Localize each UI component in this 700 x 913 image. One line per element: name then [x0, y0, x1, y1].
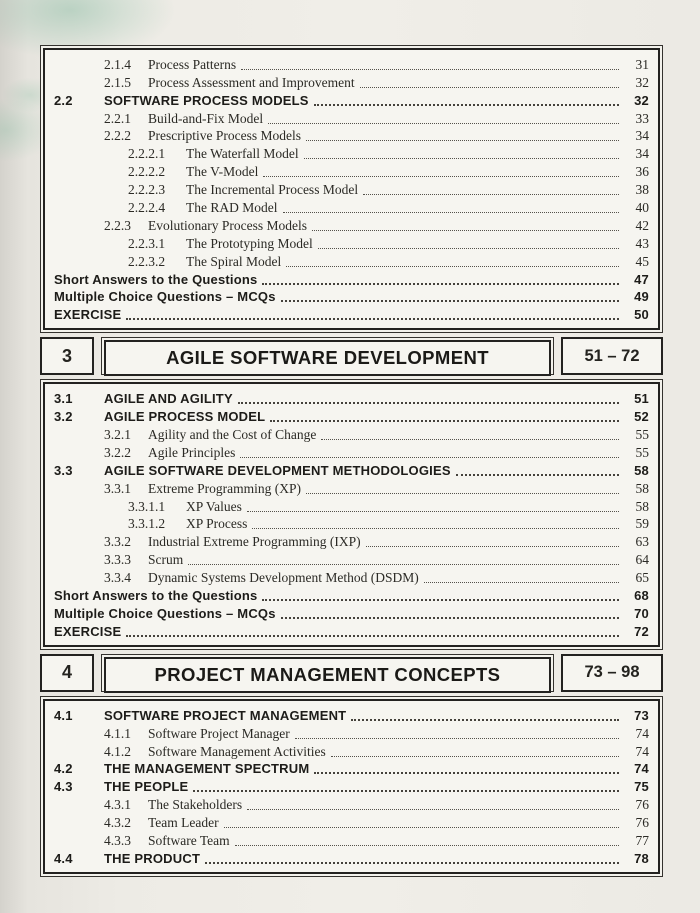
leader-dots — [247, 511, 619, 512]
toc-row-label: AGILE AND AGILITY — [104, 391, 233, 407]
toc-row-label: Multiple Choice Questions – MCQs — [54, 289, 276, 305]
toc-row-label: Scrum — [148, 552, 184, 568]
toc-row — [48, 724, 649, 742]
toc-row-page: 55 — [635, 427, 649, 443]
chapter-2-entries — [40, 45, 663, 333]
toc-row-page: 34 — [635, 146, 649, 162]
toc-row-number: 2.2.2.2 — [128, 164, 166, 180]
toc-row-page: 55 — [635, 444, 649, 460]
leader-dots — [306, 140, 619, 141]
toc-row — [48, 162, 649, 180]
toc-row-label: XP Process — [186, 516, 248, 532]
leader-dots — [262, 283, 619, 285]
toc-row-number: 2.2.2 — [104, 128, 131, 144]
toc-row — [48, 109, 649, 127]
leader-dots — [240, 457, 619, 458]
toc-row-number: 3.2.1 — [104, 427, 131, 443]
toc-row — [48, 407, 649, 425]
toc-row-label: THE PRODUCT — [104, 850, 201, 866]
toc-row — [48, 73, 649, 91]
toc-row — [48, 515, 649, 533]
toc-row-page: 45 — [635, 253, 649, 269]
leader-dots — [314, 772, 619, 774]
toc-row-page: 73 — [634, 707, 649, 723]
toc-row — [48, 479, 649, 497]
toc-row-number: 2.1.4 — [104, 56, 131, 72]
toc-row-page: 63 — [635, 534, 649, 550]
toc-row-page: 78 — [634, 850, 649, 866]
toc-row-number: 2.2.3.2 — [128, 253, 166, 269]
toc-row-page: 34 — [635, 128, 649, 144]
toc-row-page: 38 — [635, 182, 649, 198]
chapter-title-box — [101, 654, 554, 692]
chapter-title: PROJECT MANAGEMENT CONCEPTS — [104, 657, 551, 693]
toc-row-number: 3.3.4 — [104, 570, 131, 586]
leader-dots — [286, 266, 619, 267]
leader-dots — [224, 827, 619, 828]
toc-row-page: 51 — [634, 391, 649, 407]
toc-row-label: The Incremental Process Model — [186, 182, 359, 198]
toc-row-label: THE MANAGEMENT SPECTRUM — [104, 761, 310, 777]
toc-row-page: 72 — [634, 623, 649, 639]
toc-row-page: 68 — [634, 588, 649, 604]
leader-dots — [268, 123, 619, 124]
toc-row-label: Multiple Choice Questions – MCQs — [54, 605, 276, 621]
toc-row — [48, 425, 649, 443]
chapter-title-box — [101, 337, 554, 375]
toc-row — [48, 443, 649, 461]
toc-row-page: 74 — [634, 761, 649, 777]
toc-row-label: Dynamic Systems Development Method (DSDM) — [148, 570, 419, 586]
toc-row — [48, 568, 649, 586]
leader-dots — [252, 528, 619, 529]
toc-row — [48, 270, 649, 288]
toc-row-page: 64 — [635, 552, 649, 568]
toc-row-label: EXERCISE — [54, 623, 122, 639]
chapter-4-header — [40, 654, 663, 692]
leader-dots — [241, 69, 619, 70]
toc-row-page: 33 — [635, 110, 649, 126]
toc-row-label: Short Answers to the Questions — [54, 271, 258, 287]
toc-row-label: The Spiral Model — [186, 253, 282, 269]
toc-row-label: XP Values — [186, 498, 242, 514]
toc-row-page: 52 — [634, 409, 649, 425]
toc-row-number: 4.3 — [54, 779, 73, 795]
toc-row-number: 4.3.1 — [104, 797, 131, 813]
toc-row-label: Process Patterns — [148, 56, 237, 72]
toc-row-label: The Waterfall Model — [186, 146, 299, 162]
toc-row-label: Agile Principles — [148, 444, 236, 460]
toc-row-page: 31 — [635, 56, 649, 72]
toc-section-inner — [43, 48, 660, 330]
leader-dots — [456, 474, 619, 476]
chapter-title: AGILE SOFTWARE DEVELOPMENT — [104, 340, 551, 376]
toc-row — [48, 532, 649, 550]
leader-dots — [238, 402, 619, 404]
toc-row-label: Software Project Manager — [148, 725, 290, 741]
toc-row-label: SOFTWARE PROCESS MODELS — [104, 92, 309, 108]
chapter-number-box: 4 — [40, 654, 94, 692]
leader-dots — [281, 300, 619, 302]
toc-row-number: 3.3 — [54, 462, 73, 478]
toc-row-label: Evolutionary Process Models — [148, 217, 307, 233]
table-of-contents — [40, 45, 663, 877]
toc-row-number: 4.3.3 — [104, 832, 131, 848]
toc-row-page: 65 — [635, 570, 649, 586]
leader-dots — [126, 635, 619, 637]
toc-row-label: The RAD Model — [186, 200, 278, 216]
toc-row — [48, 706, 649, 724]
toc-row — [48, 288, 649, 306]
leader-dots — [306, 493, 619, 494]
toc-row-page: 47 — [634, 271, 649, 287]
toc-row — [48, 622, 649, 640]
toc-row-label: The V-Model — [186, 164, 259, 180]
toc-row-label: SOFTWARE PROJECT MANAGEMENT — [104, 707, 347, 723]
toc-row-page: 77 — [635, 832, 649, 848]
toc-row-page: 58 — [635, 498, 649, 514]
toc-row — [48, 742, 649, 760]
toc-row-page: 32 — [634, 92, 649, 108]
leader-dots — [314, 104, 619, 106]
toc-row — [48, 777, 649, 795]
leader-dots — [235, 845, 619, 846]
toc-row-label: Short Answers to the Questions — [54, 588, 258, 604]
leader-dots — [321, 439, 619, 440]
toc-row-label: AGILE SOFTWARE DEVELOPMENT METHODOLOGIES — [104, 462, 451, 478]
chapter-3-header — [40, 337, 663, 375]
toc-section-inner — [43, 699, 660, 874]
toc-row — [48, 550, 649, 568]
toc-row-label: EXERCISE — [54, 307, 122, 323]
toc-row-page: 43 — [635, 235, 649, 251]
toc-row — [48, 305, 649, 323]
toc-row — [48, 389, 649, 407]
toc-row-number: 2.2.3.1 — [128, 235, 166, 251]
leader-dots — [331, 756, 619, 757]
toc-row-number: 3.2.2 — [104, 444, 131, 460]
toc-row — [48, 795, 649, 813]
toc-row-number: 2.2 — [54, 92, 73, 108]
toc-row-page: 40 — [635, 200, 649, 216]
toc-row-number: 2.1.5 — [104, 74, 131, 90]
toc-row-number: 3.3.1 — [104, 480, 131, 496]
toc-row — [48, 831, 649, 849]
toc-row — [48, 234, 649, 252]
toc-row-label: Prescriptive Process Models — [148, 128, 301, 144]
toc-row-page: 74 — [635, 743, 649, 759]
leader-dots — [312, 230, 619, 231]
toc-row-number: 3.3.2 — [104, 534, 131, 550]
toc-row-number: 3.2 — [54, 409, 73, 425]
toc-row — [48, 760, 649, 778]
toc-row — [48, 849, 649, 867]
toc-row — [48, 604, 649, 622]
toc-row — [48, 813, 649, 831]
leader-dots — [424, 582, 619, 583]
toc-row-number: 3.1 — [54, 391, 73, 407]
leader-dots — [283, 212, 620, 213]
toc-row-label: The Prototyping Model — [186, 235, 313, 251]
toc-row — [48, 252, 649, 270]
leader-dots — [318, 248, 619, 249]
toc-row-label: Build-and-Fix Model — [148, 110, 264, 126]
chapter-page-range: 73 – 98 — [561, 654, 663, 692]
toc-row-page: 49 — [634, 289, 649, 305]
toc-row-number: 4.1.2 — [104, 743, 131, 759]
leader-dots — [193, 790, 619, 792]
toc-row-label: Industrial Extreme Programming (IXP) — [148, 534, 361, 550]
toc-row — [48, 55, 649, 73]
toc-row-label: Team Leader — [148, 815, 219, 831]
leader-dots — [351, 719, 619, 721]
leader-dots — [360, 87, 619, 88]
toc-row-page: 70 — [634, 605, 649, 621]
leader-dots — [262, 599, 619, 601]
toc-row-number: 2.2.2.1 — [128, 146, 166, 162]
toc-row-number: 4.1 — [54, 707, 73, 723]
chapter-4-entries — [40, 696, 663, 877]
toc-row — [48, 180, 649, 198]
toc-row-label: The Stakeholders — [148, 797, 243, 813]
toc-row-number: 4.2 — [54, 761, 73, 777]
toc-row-page: 74 — [635, 725, 649, 741]
toc-row-page: 42 — [635, 217, 649, 233]
toc-row-label: Agility and the Cost of Change — [148, 427, 317, 443]
chapter-3-entries — [40, 379, 663, 649]
leader-dots — [263, 176, 619, 177]
leader-dots — [205, 862, 619, 864]
toc-row-number: 2.2.2.3 — [128, 182, 166, 198]
toc-row-page: 59 — [635, 516, 649, 532]
leader-dots — [126, 318, 619, 320]
toc-row — [48, 91, 649, 109]
leader-dots — [270, 420, 619, 422]
toc-row — [48, 216, 649, 234]
toc-row-number: 2.2.3 — [104, 217, 131, 233]
toc-row — [48, 497, 649, 515]
toc-section-inner — [43, 382, 660, 646]
toc-row-number: 3.3.1.1 — [128, 498, 166, 514]
toc-row-number: 4.1.1 — [104, 725, 131, 741]
chapter-number-box: 3 — [40, 337, 94, 375]
leader-dots — [366, 546, 619, 547]
toc-row — [48, 198, 649, 216]
toc-row-number: 2.2.2.4 — [128, 200, 166, 216]
toc-row-page: 58 — [635, 480, 649, 496]
toc-row-number: 4.3.2 — [104, 815, 131, 831]
toc-row — [48, 144, 649, 162]
leader-dots — [247, 809, 619, 810]
toc-row-page: 50 — [634, 307, 649, 323]
leader-dots — [188, 564, 619, 565]
chapter-page-range: 51 – 72 — [561, 337, 663, 375]
toc-row-page: 58 — [634, 462, 649, 478]
toc-row-page: 75 — [634, 779, 649, 795]
toc-row-page: 36 — [635, 164, 649, 180]
toc-row-page: 76 — [635, 797, 649, 813]
leader-dots — [281, 617, 619, 619]
toc-row-label: AGILE PROCESS MODEL — [104, 409, 266, 425]
toc-row-number: 2.2.1 — [104, 110, 131, 126]
toc-row-page: 76 — [635, 815, 649, 831]
toc-row-number: 3.3.1.2 — [128, 516, 166, 532]
toc-row-label: Software Management Activities — [148, 743, 326, 759]
toc-row-number: 3.3.3 — [104, 552, 131, 568]
toc-row-label: Process Assessment and Improvement — [148, 74, 355, 90]
toc-row — [48, 127, 649, 145]
toc-row-page: 32 — [635, 74, 649, 90]
toc-row-label: THE PEOPLE — [104, 779, 189, 795]
toc-row — [48, 586, 649, 604]
toc-row-label: Extreme Programming (XP) — [148, 480, 301, 496]
toc-row-number: 4.4 — [54, 850, 73, 866]
leader-dots — [295, 738, 619, 739]
leader-dots — [363, 194, 619, 195]
toc-row-label: Software Team — [148, 832, 230, 848]
toc-row — [48, 461, 649, 479]
leader-dots — [304, 158, 619, 159]
